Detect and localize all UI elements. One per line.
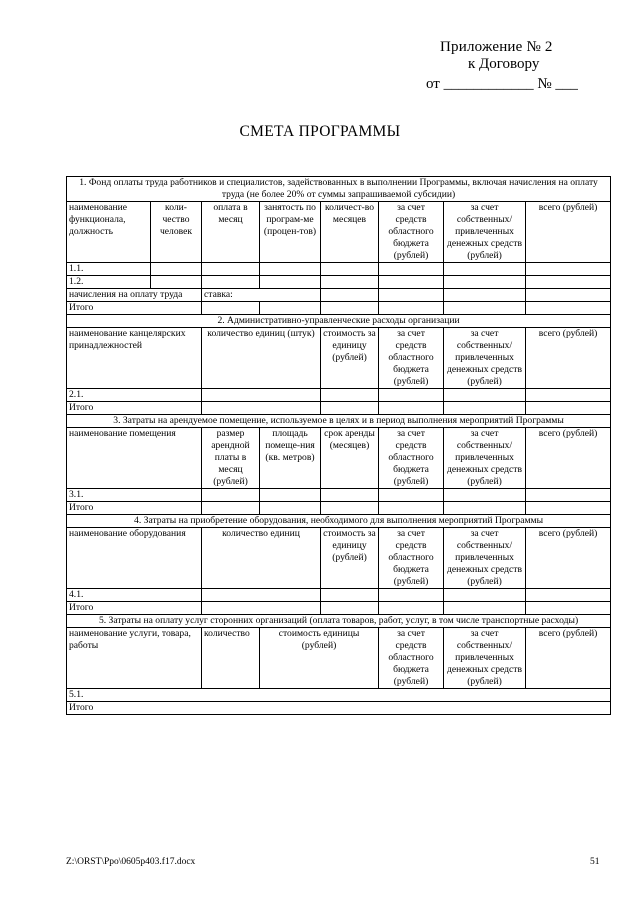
s1-col-months: количест-во месяцев (321, 202, 379, 263)
row-number: 1.2. (67, 276, 151, 289)
contract-label: к Договору (468, 56, 540, 72)
number-blank: ___ (555, 76, 578, 92)
total-row (67, 702, 611, 715)
row-number: 4.1. (67, 589, 202, 602)
total-row (67, 402, 611, 415)
contract-date-number-line (426, 76, 578, 93)
s4-col-regional: за счет средств областного бюджета (рублей) (379, 528, 444, 589)
appendix-label: Приложение № 2 (440, 39, 553, 55)
section-3-heading-row (67, 415, 611, 428)
section-2-heading: 2. Административно-управленческие расходы организации (67, 315, 611, 328)
s4-col-total: всего (рублей) (526, 528, 611, 589)
budget-table (66, 176, 611, 715)
number-sign: № (537, 76, 552, 92)
from-prefix: от (426, 76, 440, 92)
section-1-columns (67, 202, 611, 263)
s2-col-quantity: количество единиц (штук) (202, 328, 321, 389)
total-row (67, 602, 611, 615)
row-number: 3.1. (67, 489, 202, 502)
section-4-heading-row (67, 515, 611, 528)
s5-col-own: за счет собственных/ привлеченных денежных средств (рублей) (444, 628, 526, 689)
s3-col-term: срок аренды (месяцев) (321, 428, 379, 489)
s1-col-count: коли-чество человек (151, 202, 202, 263)
table-row (67, 263, 611, 276)
s1-col-employment: занятость по програм-ме (процен-тов) (260, 202, 321, 263)
s2-col-unit-cost: стоимость за единицу (рублей) (321, 328, 379, 389)
row-number: 2.1. (67, 389, 202, 402)
page-title: СМЕТА ПРОГРАММЫ (239, 123, 401, 140)
section-3-heading: 3. Затраты на арендуемое помещение, используемое в целях и в период выполнения мероприятий Программы (67, 415, 611, 428)
s5-col-quantity: количество (202, 628, 260, 689)
section-5-columns (67, 628, 611, 689)
total-label: Итого (67, 602, 202, 615)
s1-col-own: за счет собственных/ привлеченных денежных средств (рублей) (444, 202, 526, 263)
table-row (67, 389, 611, 402)
table-row (67, 489, 611, 502)
footer-file-path: Z:\ORST\Ppo\0605p403.f17.docx (66, 857, 196, 867)
s4-col-name: наименование оборудования (67, 528, 202, 589)
rate-label: ставка: (202, 289, 321, 302)
section-5-heading-row (67, 615, 611, 628)
table-row (67, 589, 611, 602)
s5-col-regional: за счет средств областного бюджета (рублей) (379, 628, 444, 689)
s5-col-unit-cost: стоимость единицы (рублей) (260, 628, 379, 689)
s3-col-name: наименование помещения (67, 428, 202, 489)
s4-col-own: за счет собственных/ привлеченных денежных средств (рублей) (444, 528, 526, 589)
s4-col-unit-cost: стоимость за единицу (рублей) (321, 528, 379, 589)
s2-col-name: наименование канцелярских принадлежностей (67, 328, 202, 389)
total-row (67, 502, 611, 515)
section-3-columns (67, 428, 611, 489)
section-4-columns (67, 528, 611, 589)
s1-col-name: наименование функционала, должность (67, 202, 151, 263)
section-4-heading: 4. Затраты на приобретение оборудования, необходимого для выполнения мероприятий Программы (67, 515, 611, 528)
s5-col-name: наименование услуги, товара, работы (67, 628, 202, 689)
s1-col-monthly-pay: оплата в месяц (202, 202, 260, 263)
s2-col-own: за счет собственных/ привлеченных денежных средств (рублей) (444, 328, 526, 389)
table-row (67, 689, 611, 702)
s1-col-regional: за счет средств областного бюджета (рублей) (379, 202, 444, 263)
s5-col-total: всего (рублей) (526, 628, 611, 689)
accruals-row (67, 289, 611, 302)
total-label: Итого (67, 402, 202, 415)
s3-col-total: всего (рублей) (526, 428, 611, 489)
accruals-label: начисления на оплату труда (67, 289, 202, 302)
s2-col-regional: за счет средств областного бюджета (рублей) (379, 328, 444, 389)
s3-col-rent: размер арендной платы в месяц (рублей) (202, 428, 260, 489)
page-number: 51 (590, 857, 600, 867)
section-2-heading-row (67, 315, 611, 328)
total-label: Итого (67, 702, 611, 715)
s2-col-total: всего (рублей) (526, 328, 611, 389)
s1-col-total: всего (рублей) (526, 202, 611, 263)
total-label: Итого (67, 302, 202, 315)
table-row (67, 276, 611, 289)
s4-col-quantity: количество единиц (202, 528, 321, 589)
row-number: 5.1. (67, 689, 611, 702)
total-label: Итого (67, 502, 202, 515)
date-blank: ____________ (443, 76, 534, 92)
section-2-columns (67, 328, 611, 389)
total-row (67, 302, 611, 315)
row-number: 1.1. (67, 263, 151, 276)
section-5-heading: 5. Затраты на оплату услуг сторонних организаций (оплата товаров, работ, услуг, в том числе транспортные расходы) (67, 615, 611, 628)
section-1-heading-row (67, 177, 611, 202)
s3-col-area: площадь помеще-ния (кв. метров) (260, 428, 321, 489)
s3-col-regional: за счет средств областного бюджета (рублей) (379, 428, 444, 489)
s3-col-own: за счет собственных/ привлеченных денежных средств (рублей) (444, 428, 526, 489)
section-1-heading: 1. Фонд оплаты труда работников и специалистов, задействованных в выполнении Программы, включая начисления на оплату труда (не более 20% от суммы запрашиваемой субсидии) (67, 177, 611, 202)
